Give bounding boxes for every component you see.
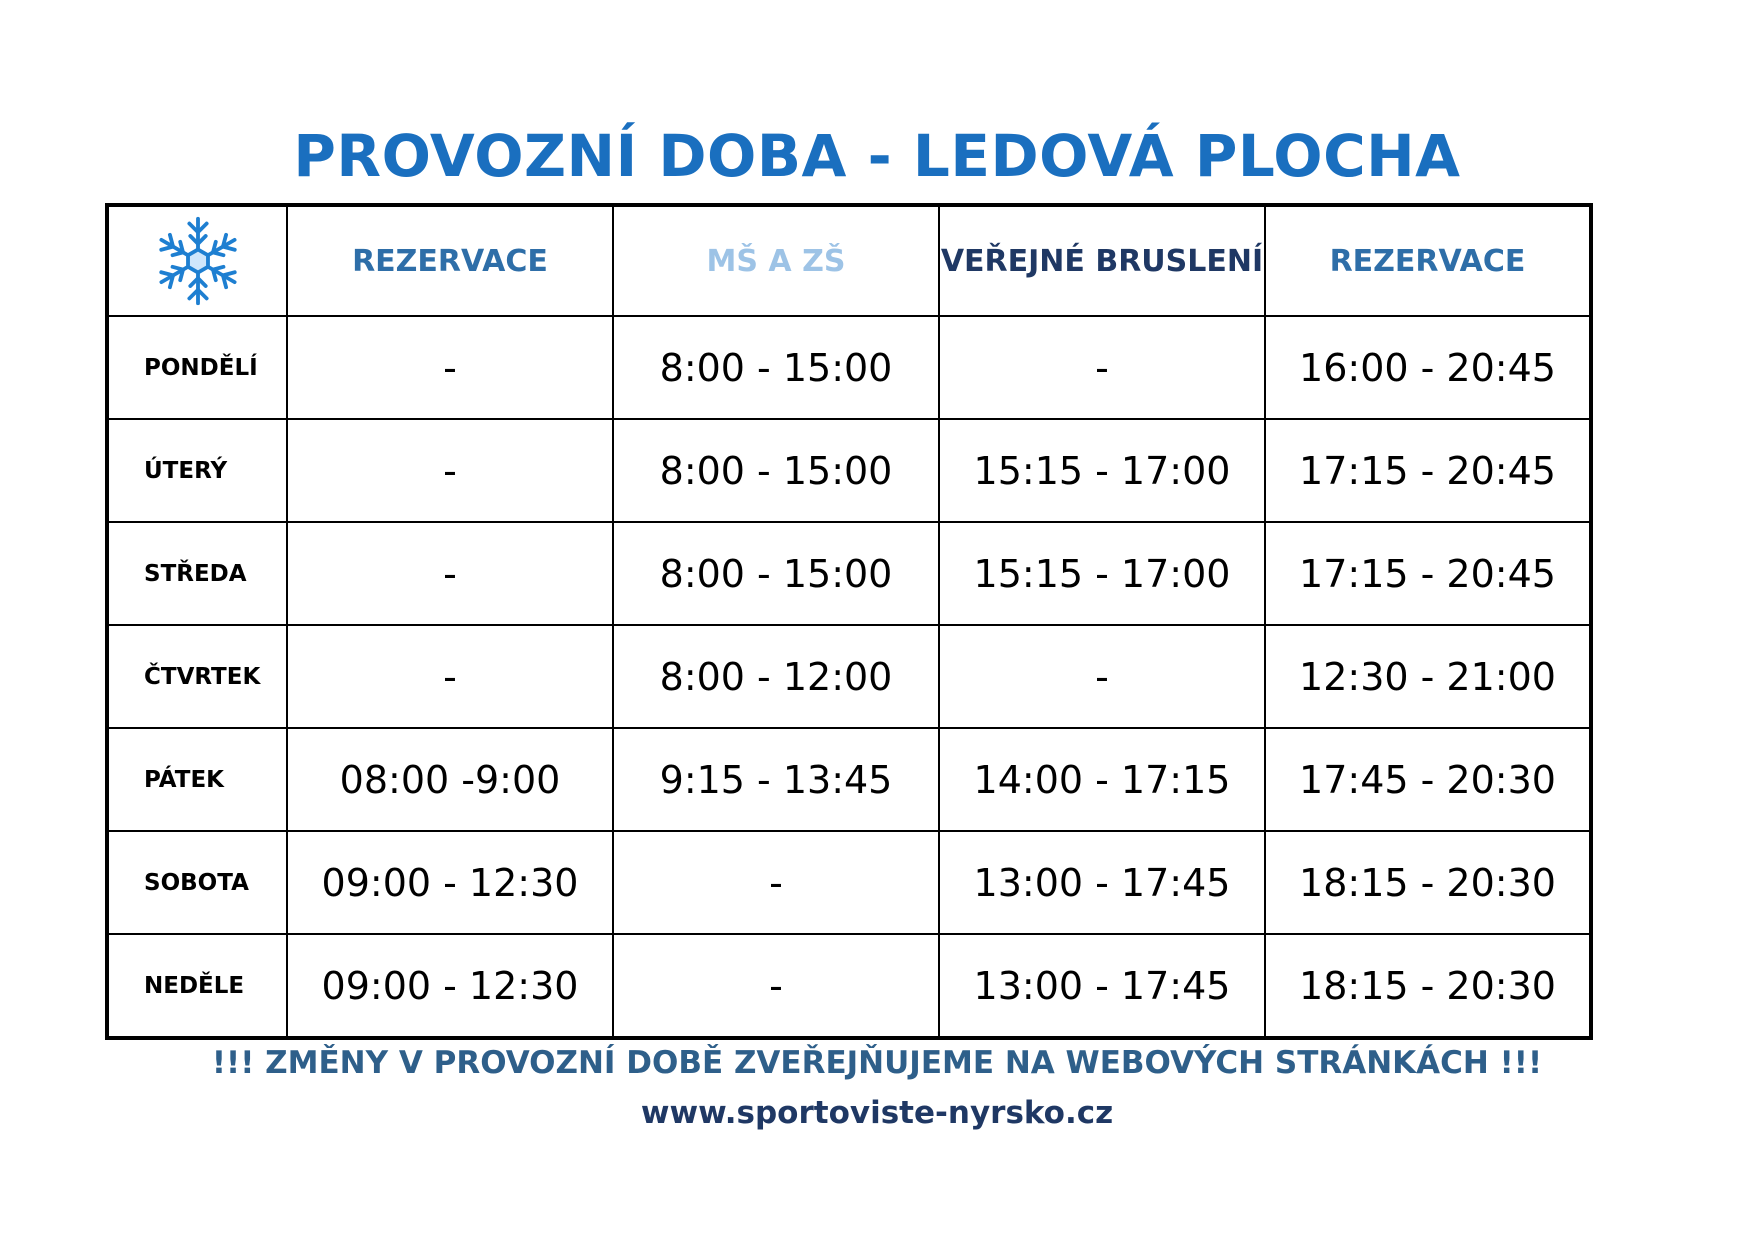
day-label: ÚTERÝ bbox=[107, 419, 287, 522]
day-label: ČTVRTEK bbox=[107, 625, 287, 728]
time-cell: 8:00 - 12:00 bbox=[613, 625, 939, 728]
time-cell: - bbox=[613, 831, 939, 934]
time-cell: 12:30 - 21:00 bbox=[1265, 625, 1591, 728]
time-cell: 15:15 - 17:00 bbox=[939, 419, 1265, 522]
header-ms-zs: MŠ A ZŠ bbox=[613, 205, 939, 316]
footer-note: !!! ZMĚNY V PROVOZNÍ DOBĚ ZVEŘEJŇUJEME NA WEBOVÝCH STRÁNKÁCH !!! bbox=[211, 1045, 1543, 1081]
header-verejne-brusleni: VEŘEJNÉ BRUSLENÍ bbox=[939, 205, 1265, 316]
time-cell: - bbox=[287, 522, 613, 625]
time-cell: 15:15 - 17:00 bbox=[939, 522, 1265, 625]
day-label: PÁTEK bbox=[107, 728, 287, 831]
table-row bbox=[107, 316, 1591, 419]
time-cell: 16:00 - 20:45 bbox=[1265, 316, 1591, 419]
time-cell: 8:00 - 15:00 bbox=[613, 316, 939, 419]
day-label: STŘEDA bbox=[107, 522, 287, 625]
table-row bbox=[107, 728, 1591, 831]
day-label: PONDĚLÍ bbox=[107, 316, 287, 419]
time-cell: - bbox=[287, 419, 613, 522]
time-cell: 08:00 -9:00 bbox=[287, 728, 613, 831]
table-row bbox=[107, 934, 1591, 1038]
time-cell: - bbox=[939, 625, 1265, 728]
time-cell: - bbox=[939, 316, 1265, 419]
time-cell: - bbox=[287, 625, 613, 728]
time-cell: 17:15 - 20:45 bbox=[1265, 522, 1591, 625]
table-row bbox=[107, 831, 1591, 934]
day-label: NEDĚLE bbox=[107, 934, 287, 1038]
time-cell: 09:00 - 12:30 bbox=[287, 831, 613, 934]
table-row bbox=[107, 625, 1591, 728]
schedule-table bbox=[105, 203, 1593, 1040]
time-cell: 09:00 - 12:30 bbox=[287, 934, 613, 1038]
time-cell: 8:00 - 15:00 bbox=[613, 419, 939, 522]
time-cell: 14:00 - 17:15 bbox=[939, 728, 1265, 831]
time-cell: - bbox=[613, 934, 939, 1038]
snowflake-icon bbox=[150, 213, 246, 309]
time-cell: 17:15 - 20:45 bbox=[1265, 419, 1591, 522]
day-label: SOBOTA bbox=[107, 831, 287, 934]
time-cell: 17:45 - 20:30 bbox=[1265, 728, 1591, 831]
time-cell: 13:00 - 17:45 bbox=[939, 831, 1265, 934]
header-rezervace-evening: REZERVACE bbox=[1265, 205, 1591, 316]
header-rezervace-morning: REZERVACE bbox=[287, 205, 613, 316]
table-row bbox=[107, 419, 1591, 522]
time-cell: 8:00 - 15:00 bbox=[613, 522, 939, 625]
time-cell: 13:00 - 17:45 bbox=[939, 934, 1265, 1038]
table-row bbox=[107, 522, 1591, 625]
time-cell: 18:15 - 20:30 bbox=[1265, 831, 1591, 934]
header-icon-cell bbox=[107, 205, 287, 316]
time-cell: 9:15 - 13:45 bbox=[613, 728, 939, 831]
footer-url[interactable]: www.sportoviste-nyrsko.cz bbox=[640, 1095, 1114, 1131]
time-cell: - bbox=[287, 316, 613, 419]
time-cell: 18:15 - 20:30 bbox=[1265, 934, 1591, 1038]
header-row bbox=[107, 205, 1591, 316]
page-title: PROVOZNÍ DOBA - LEDOVÁ PLOCHA bbox=[293, 122, 1461, 190]
